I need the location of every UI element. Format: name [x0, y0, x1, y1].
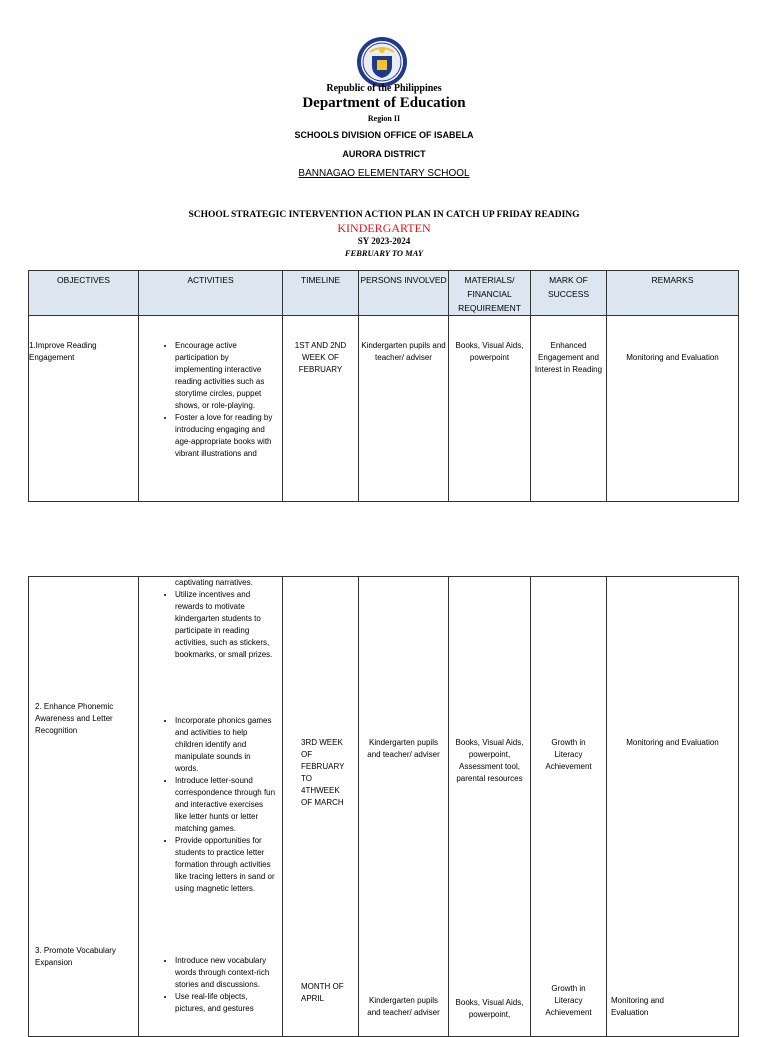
timeline-2: 3RD WEEK OF FEBRUARY TO 4THWEEK OF MARCH	[301, 738, 345, 807]
materials-cell: Books, Visual Aids, powerpoint	[449, 316, 531, 502]
success-3: Growth in Literacy Achievement	[545, 984, 592, 1017]
list-item: • Incorporate phonics games and activities to help children identify and manipulate sounds in words.	[175, 715, 276, 775]
list-item: • Foster a love for reading by introducing engaging and age-appropriate books with vibrant illustrations and	[175, 412, 276, 460]
remarks-2: Monitoring and Evaluation	[626, 738, 719, 747]
list-item: • Introduce new vocabulary words through context-rich stories and discussions.	[175, 955, 276, 991]
list-item: • Utilize incentives and rewards to motivate kindergarten students to participate in reading activities, such as stickers, bookmarks, or small prizes.	[175, 589, 276, 661]
remarks-cell: Monitoring and Evaluation	[607, 316, 739, 502]
action-plan-table-page2	[28, 576, 739, 1037]
materials-3: Books, Visual Aids, powerpoint,	[455, 998, 524, 1019]
department-title: Department of Education	[302, 95, 466, 111]
success-cell: Enhanced Engagement and Interest in Reading	[531, 316, 607, 502]
table-header-row	[29, 271, 739, 316]
deped-seal-logo	[356, 36, 408, 88]
persons-2: Kindergarten pupils and teacher/ adviser	[367, 738, 440, 759]
col-materials: MATERIALS/ FINANCIAL REQUIREMENT	[449, 271, 531, 316]
objectives-cell	[29, 577, 139, 1037]
col-success: MARK OF SUCCESS	[531, 271, 607, 316]
persons-cell: Kindergarten pupils and teacher/ adviser	[359, 316, 449, 502]
period-line: FEBRUARY TO MAY	[344, 248, 424, 258]
col-activities: ACTIVITIES	[139, 271, 283, 316]
region-line: Region II	[367, 114, 401, 123]
action-plan-table-page1	[28, 270, 739, 502]
persons-cell	[359, 577, 449, 1037]
list-item: • Use real-life objects, pictures, and gestures	[175, 991, 276, 1015]
col-remarks: REMARKS	[607, 271, 739, 316]
school-year: SY 2023-2024	[357, 236, 411, 246]
plan-title: SCHOOL STRATEGIC INTERVENTION ACTION PLAN IN CATCH UP FRIDAY READING	[188, 210, 580, 220]
grade-title: KINDERGARTEN	[337, 221, 431, 235]
list-item: • Introduce letter-sound correspondence through fun and interactive exercises like letter hunts or letter matching games.	[175, 775, 276, 835]
objective-cell: 1.Improve Reading Engagement	[29, 316, 139, 502]
list-item: • Provide opportunities for students to practice letter formation through activities like tracing letters in sand or using magnetic letters.	[175, 835, 276, 895]
col-objectives: OBJECTIVES	[29, 271, 139, 316]
objective-2: 2. Enhance Phonemic Awareness and Letter Recognition	[35, 702, 114, 735]
school-name: BANNAGAO ELEMENTARY SCHOOL	[298, 168, 470, 179]
success-2: Growth in Literacy Achievement	[545, 738, 592, 771]
col-persons: PERSONS INVOLVED	[359, 271, 449, 316]
success-cell	[531, 577, 607, 1037]
materials-2: Books, Visual Aids, powerpoint, Assessment tool, parental resources	[455, 738, 524, 783]
activities-cell	[139, 316, 283, 502]
remarks-3: Monitoring and Evaluation	[611, 996, 664, 1017]
remarks-cell	[607, 577, 739, 1037]
timeline-cell: 1ST AND 2ND WEEK OF FEBRUARY	[283, 316, 359, 502]
materials-cell	[449, 577, 531, 1037]
republic-line: Republic of the Philippines	[326, 83, 442, 94]
table-row	[29, 577, 739, 1037]
table-row	[29, 316, 739, 502]
objective-3: 3. Promote Vocabulary Expansion	[35, 946, 116, 967]
district-line: AURORA DISTRICT	[342, 149, 426, 159]
list-item: captivating narratives.	[175, 578, 253, 587]
activities-cell	[139, 577, 283, 1037]
col-timeline: TIMELINE	[283, 271, 359, 316]
division-line: SCHOOLS DIVISION OFFICE OF ISABELA	[294, 130, 474, 140]
timeline-3: MONTH OF APRIL	[301, 982, 344, 1003]
persons-3: Kindergarten pupils and teacher/ adviser	[367, 996, 440, 1017]
timeline-cell	[283, 577, 359, 1037]
list-item: • Encourage active participation by implementing interactive reading activities such as storytime circles, puppet shows, or role-playing.	[175, 340, 276, 412]
